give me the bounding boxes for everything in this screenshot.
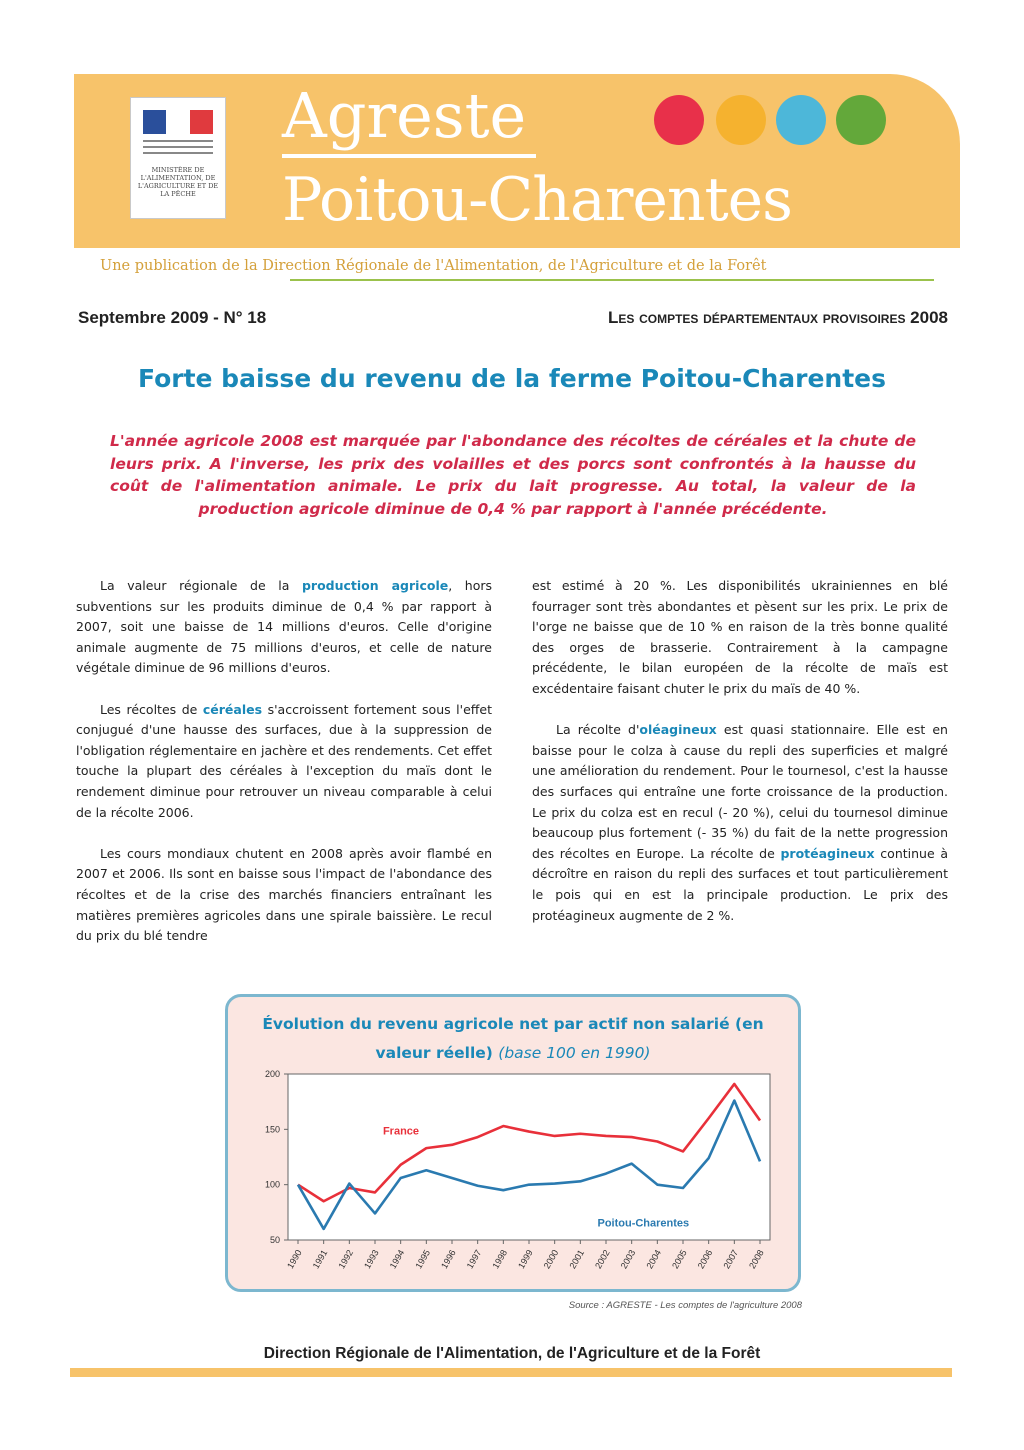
x-tick-label-1996: 1996	[439, 1248, 458, 1271]
plot-area	[288, 1074, 770, 1240]
chart-source: Source : AGRESTE - Les comptes de l'agriculture 2008	[568, 1300, 802, 1311]
line-chart	[240, 1060, 786, 1288]
tricolor-flag-icon	[143, 110, 213, 134]
keyword-oleagineux: oléagineux	[639, 722, 717, 738]
x-tick-label-1995: 1995	[413, 1248, 433, 1271]
logo-motto-lines	[143, 140, 213, 158]
x-tick-label-2007: 2007	[721, 1248, 741, 1271]
footer-text: Direction Régionale de l'Alimentation, de l'Agriculture et de la Forêt	[263, 1345, 761, 1362]
publication-line: Une publication de la Direction Régionale de l'Alimentation, de l'Agriculture et de la Forêt	[100, 258, 767, 274]
x-tick-label-2005: 2005	[670, 1248, 689, 1271]
orange-dot-icon	[716, 95, 766, 145]
paragraph-cours-continued	[532, 576, 948, 700]
paragraph-production: La valeur régionale de la production agricole, hors subventions sur les produits diminue de 0,4 % par rapport à 2007, soit une baisse de 14 millions d'euros. Celle d'origine animale augmente de 75 millions d'euros, et celle de nature végétale diminue de 96 millions d'euros.	[76, 578, 492, 676]
x-tick-label-1997: 1997	[464, 1248, 484, 1271]
keyword-production: production agricole	[301, 578, 449, 593]
page-title: Forte baisse du revenu de la ferme Poitou-Charentes	[138, 364, 886, 393]
x-tick-label-2004: 2004	[644, 1248, 664, 1271]
issue-number: Septembre 2009 - N° 18	[78, 308, 267, 327]
blue-dot-icon	[776, 95, 826, 145]
series-label-france: France	[382, 1125, 420, 1138]
x-tick-label-1990: 1990	[285, 1248, 304, 1271]
paragraph-oleagineux: La récolte d'oléagineux est quasi stationnaire. Elle est en baisse pour le colza à cause du repli des superficies et malgré une amélioration du rendement. Pour le tournesol, c'est la hausse des surfaces qui entraîne une forte croissance de la production. Le prix du colza est en recul (- 20 %), celui du tournesol diminue beaucoup plus fortement (- 35 %) du fait de la nette progression des récoltes en Europe. La récolte de protéagineux continue à décroître en raison du repli des surfaces et tout particulièrement le pois qui en est la principale production. Le prix des protéagineux augmente de 2 %.	[532, 722, 948, 923]
y-tick-label-150: 150	[264, 1124, 280, 1135]
masthead-title-line1: Agreste	[282, 79, 527, 152]
green-dot-icon	[836, 95, 886, 145]
series-label-poitou-charentes: Poitou-Charentes	[597, 1217, 690, 1230]
ministry-name: MINISTÈRE DE L'ALIMENTATION, DE L'AGRICULTURE ET DE LA PÊCHE	[137, 166, 219, 198]
x-tick-label-1994: 1994	[387, 1248, 407, 1271]
x-tick-label-1999: 1999	[516, 1248, 535, 1271]
x-tick-label-1993: 1993	[362, 1248, 381, 1271]
series-title: Les comptes départementaux provisoires 2008	[607, 308, 948, 327]
x-tick-label-2008: 2008	[747, 1248, 766, 1271]
text-column-right	[532, 576, 948, 947]
paragraph-cereales: Les récoltes de céréales s'accroissent fortement sous l'effet conjugué d'une hausse des surfaces, due à la suppression de l'obligation réglementaire en jachère et des rendements. Cet effet touche la plupart des céréales à l'exception du maïs dont le rendement diminue pour retrouver un niveau comparable à celui de la récolte 2006.	[76, 701, 492, 820]
x-tick-label-2006: 2006	[695, 1248, 715, 1271]
masthead-rule	[282, 154, 536, 158]
paragraph-cours	[76, 844, 492, 947]
text-column-left	[76, 576, 492, 947]
x-tick-label-2001: 2001	[567, 1248, 587, 1271]
chart-title-base: (base 100 en 1990)	[498, 1044, 651, 1062]
masthead-title-line2: Poitou-Charentes	[282, 165, 792, 235]
paragraph-cours-part2: est estimé à 20 %. Les disponibilités ukrainiennes en blé fourrager sont très abondantes et pèsent sur les prix. Le prix de l'orge ne baisse que de 10 % en raison de la très bonne qualité des orges de brasserie. Contrairement à la campagne précédente, le bilan européen de la récolte de maïs est excédentaire faisant chuter le prix du maïs de 40 %.	[532, 578, 948, 696]
lead-paragraph: L'année agricole 2008 est marquée par l'abondance des récoltes de céréales et la chute de leurs prix. A l'inverse, les prix des volailles et des porcs sont confrontés à la hausse du coût de l'alimentation animale. Le prix du lait progresse. Au total, la valeur de la production agricole diminue de 0,4 % par rapport à l'année précédente.	[110, 432, 916, 518]
keyword-cereales: céréales	[202, 701, 263, 717]
x-tick-label-1992: 1992	[336, 1248, 356, 1271]
x-tick-label-1998: 1998	[490, 1248, 510, 1271]
x-tick-label-2000: 2000	[541, 1248, 561, 1271]
paragraph-cours-part1: Les cours mondiaux chutent en 2008 après avoir flambé en 2007 et 2006. Ils sont en baisse sous l'impact de l'abondance des récoltes et de la crise des marchés financiers entraînant les matières premières agricoles dans une spirale baissière. Le recul du prix du blé tendre	[76, 845, 492, 944]
x-tick-label-1991: 1991	[310, 1248, 330, 1271]
footer-rule	[70, 1368, 952, 1377]
chart-title: Évolution du revenu agricole net par actif non salarié (en valeur réelle) (base 100 en 1990)	[262, 1015, 764, 1062]
y-tick-label-200: 200	[264, 1069, 280, 1079]
publication-underline	[290, 279, 934, 281]
red-dot-icon	[654, 95, 704, 145]
y-tick-label-100: 100	[264, 1179, 280, 1190]
keyword-proteagineux: protéagineux	[780, 845, 875, 861]
y-tick-label-50: 50	[269, 1235, 280, 1245]
x-tick-label-2002: 2002	[593, 1248, 612, 1271]
x-tick-label-2003: 2003	[618, 1248, 638, 1271]
ministry-logo	[130, 97, 226, 219]
